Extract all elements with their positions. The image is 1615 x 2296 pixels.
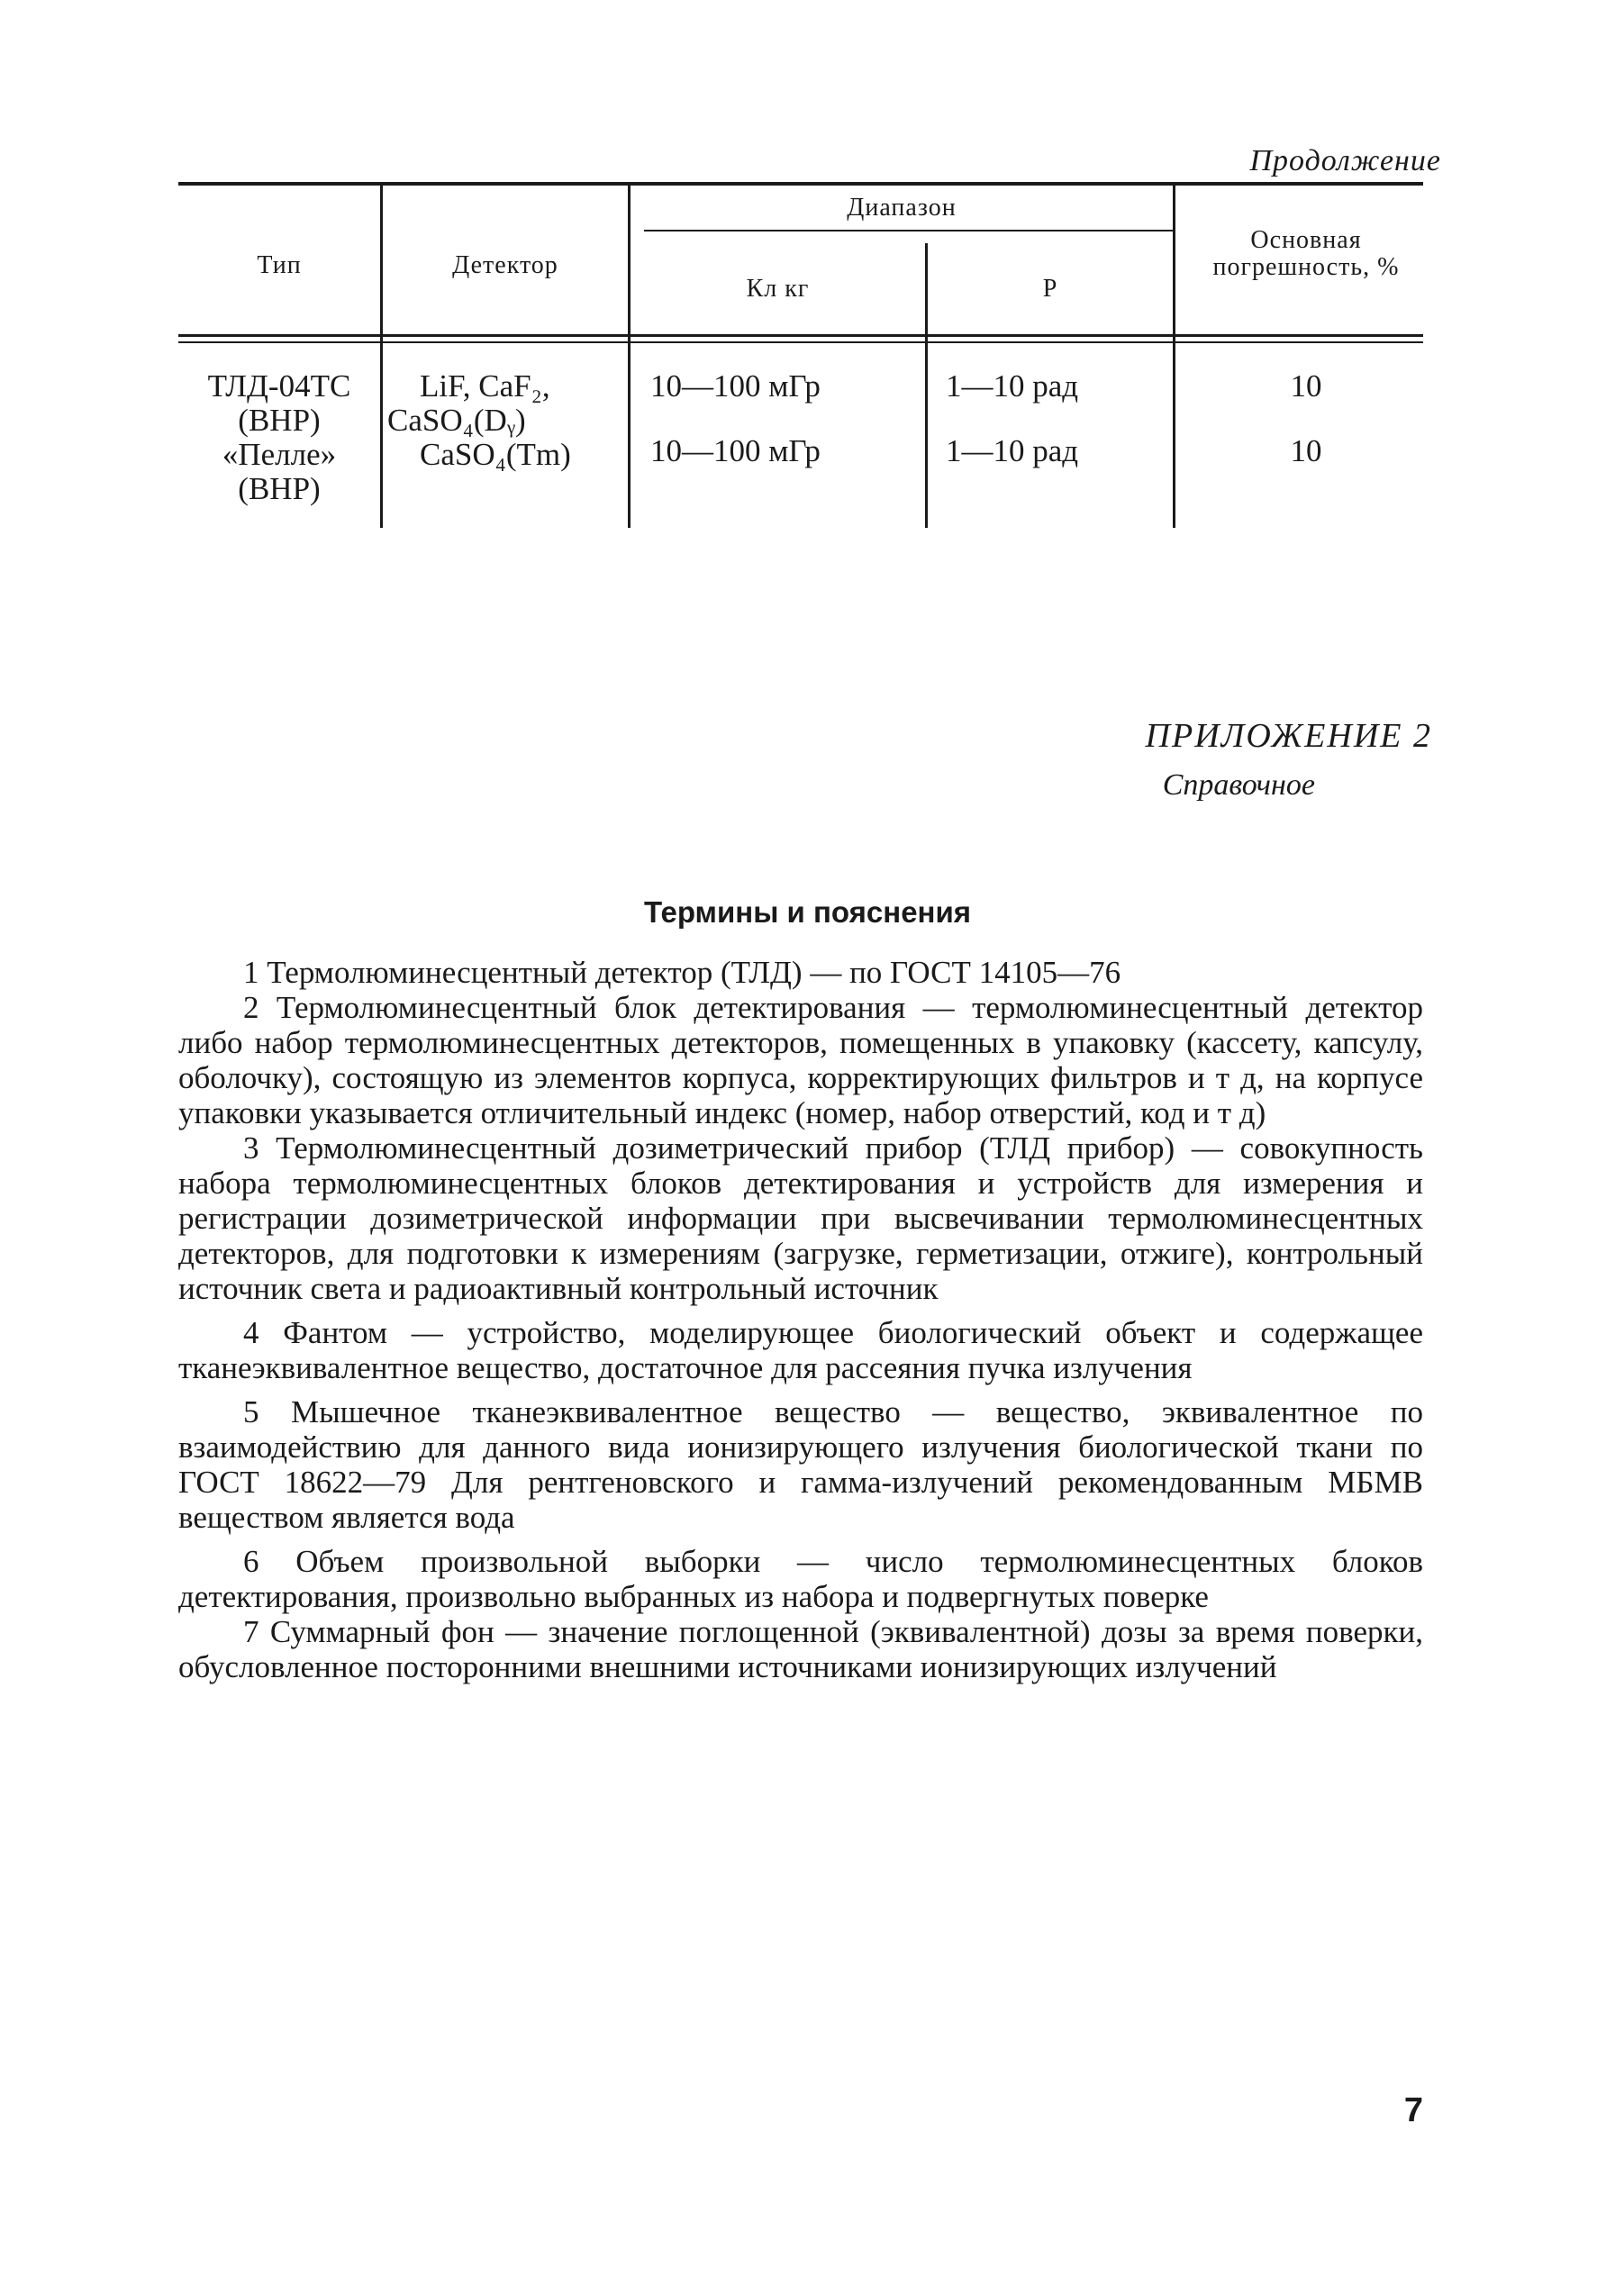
col-header-detector: Детектор (452, 251, 558, 279)
term-3: 3 Термолюминесцентный дозиметрический прибор (ТЛД прибор) — совокупность набора термолюминесцентных блоков детектирования и устройств для измерения и регистрации дозиметрической информации при высвечивании термолюминесцентных детекторов, для подготовки к измерениям (загрузке, герметизации, отжиге), контрольный источник света и радиоактивный контрольный источник (178, 1130, 1423, 1306)
term-6: 6 Объем произвольной выборки — число термолюминесцентных блоков детектирования, произвольно выбранных из набора и подвергнутых поверке (178, 1544, 1423, 1614)
term-7: 7 Суммарный фон — значение поглощенной (эквивалентной) дозы за время поверки, обусловленное посторонними внешними источниками ионизирующих излучений (178, 1614, 1423, 1684)
terms-list (178, 955, 1423, 1684)
row1-range-ckg: 10—100 мГр (650, 368, 821, 404)
table-header-rule-2 (178, 341, 1423, 343)
row1-type-line2: (ВНР) (238, 403, 321, 438)
page-number: 7 (1403, 2092, 1423, 2129)
row1-range-r: 1—10 рад (946, 368, 1079, 404)
row1-error: 10 (1290, 368, 1322, 404)
table-top-rule (178, 182, 1423, 186)
row2-type-line2: (ВНР) (238, 471, 321, 506)
row2-type-line1: «Пелле» (222, 437, 337, 472)
term-2: 2 Термолюминесцентный блок детектирования — термолюминесцентный детектор либо набор термолюминесцентных детекторов, помещенных в упаковку (кассету, капсулу, оболочку), состоящую из элементов корпуса, корректирующих фильтров и т д, на корпусе упаковки указывается отличительный индекс (номер, набор отверстий, код и т д) (178, 990, 1423, 1130)
col-header-type: Тип (257, 251, 302, 279)
col-header-range-ckg: Кл кг (746, 275, 810, 303)
row2-detector (387, 438, 626, 472)
appendix-title: ПРИЛОЖЕНИЕ 2 (1145, 717, 1432, 755)
row2-type (178, 438, 380, 506)
row1-detector (387, 369, 626, 438)
col-rule-2 (628, 186, 631, 528)
appendix-subtitle: Справочное (1162, 768, 1315, 802)
range-subheader-rule (644, 230, 1175, 231)
col-header-range: Диапазон (847, 194, 957, 222)
row1-detector-line2: CaSO₄(Dᵧ) (387, 403, 526, 438)
section-title: Термины и пояснения (643, 895, 972, 929)
row1-type-line1: ТЛД-04ТС (207, 368, 351, 404)
term-5: 5 Мышечное тканеэквивалентное вещество — вещество, эквивалентное по взаимодействию для данного вида ионизирующего излучения биологической ткани по ГОСТ 18622—79 Для рентгеновского и гамма-излучений рекомендованным МБМВ веществом является вода (178, 1394, 1423, 1535)
row2-range-r: 1—10 рад (946, 433, 1079, 468)
specs-table (0, 0, 1615, 540)
row2-detector-line1: CaSO₄(Tm) (420, 437, 571, 472)
col-header-range-r: Р (1042, 275, 1058, 303)
table-header-rule (178, 334, 1423, 337)
row2-range-ckg: 10—100 мГр (650, 433, 821, 468)
row2-error: 10 (1290, 433, 1322, 468)
term-4: 4 Фантом — устройство, моделирующее биологический объект и содержащее тканеэквивалентное вещество, достаточное для рассеяния пучка излучения (178, 1315, 1423, 1385)
row1-detector-line1: LiF, CaF₂, (420, 368, 550, 404)
term-1: 1 Термолюминесцентный детектор (ТЛД) — по ГОСТ 14105—76 (243, 955, 1121, 990)
col-rule-1 (380, 186, 383, 528)
col-header-error: Основная погрешность, % (1212, 226, 1400, 281)
col-rule-4 (1173, 186, 1175, 528)
continuation-label: Продолжение (1249, 144, 1441, 177)
row1-type (178, 369, 380, 438)
